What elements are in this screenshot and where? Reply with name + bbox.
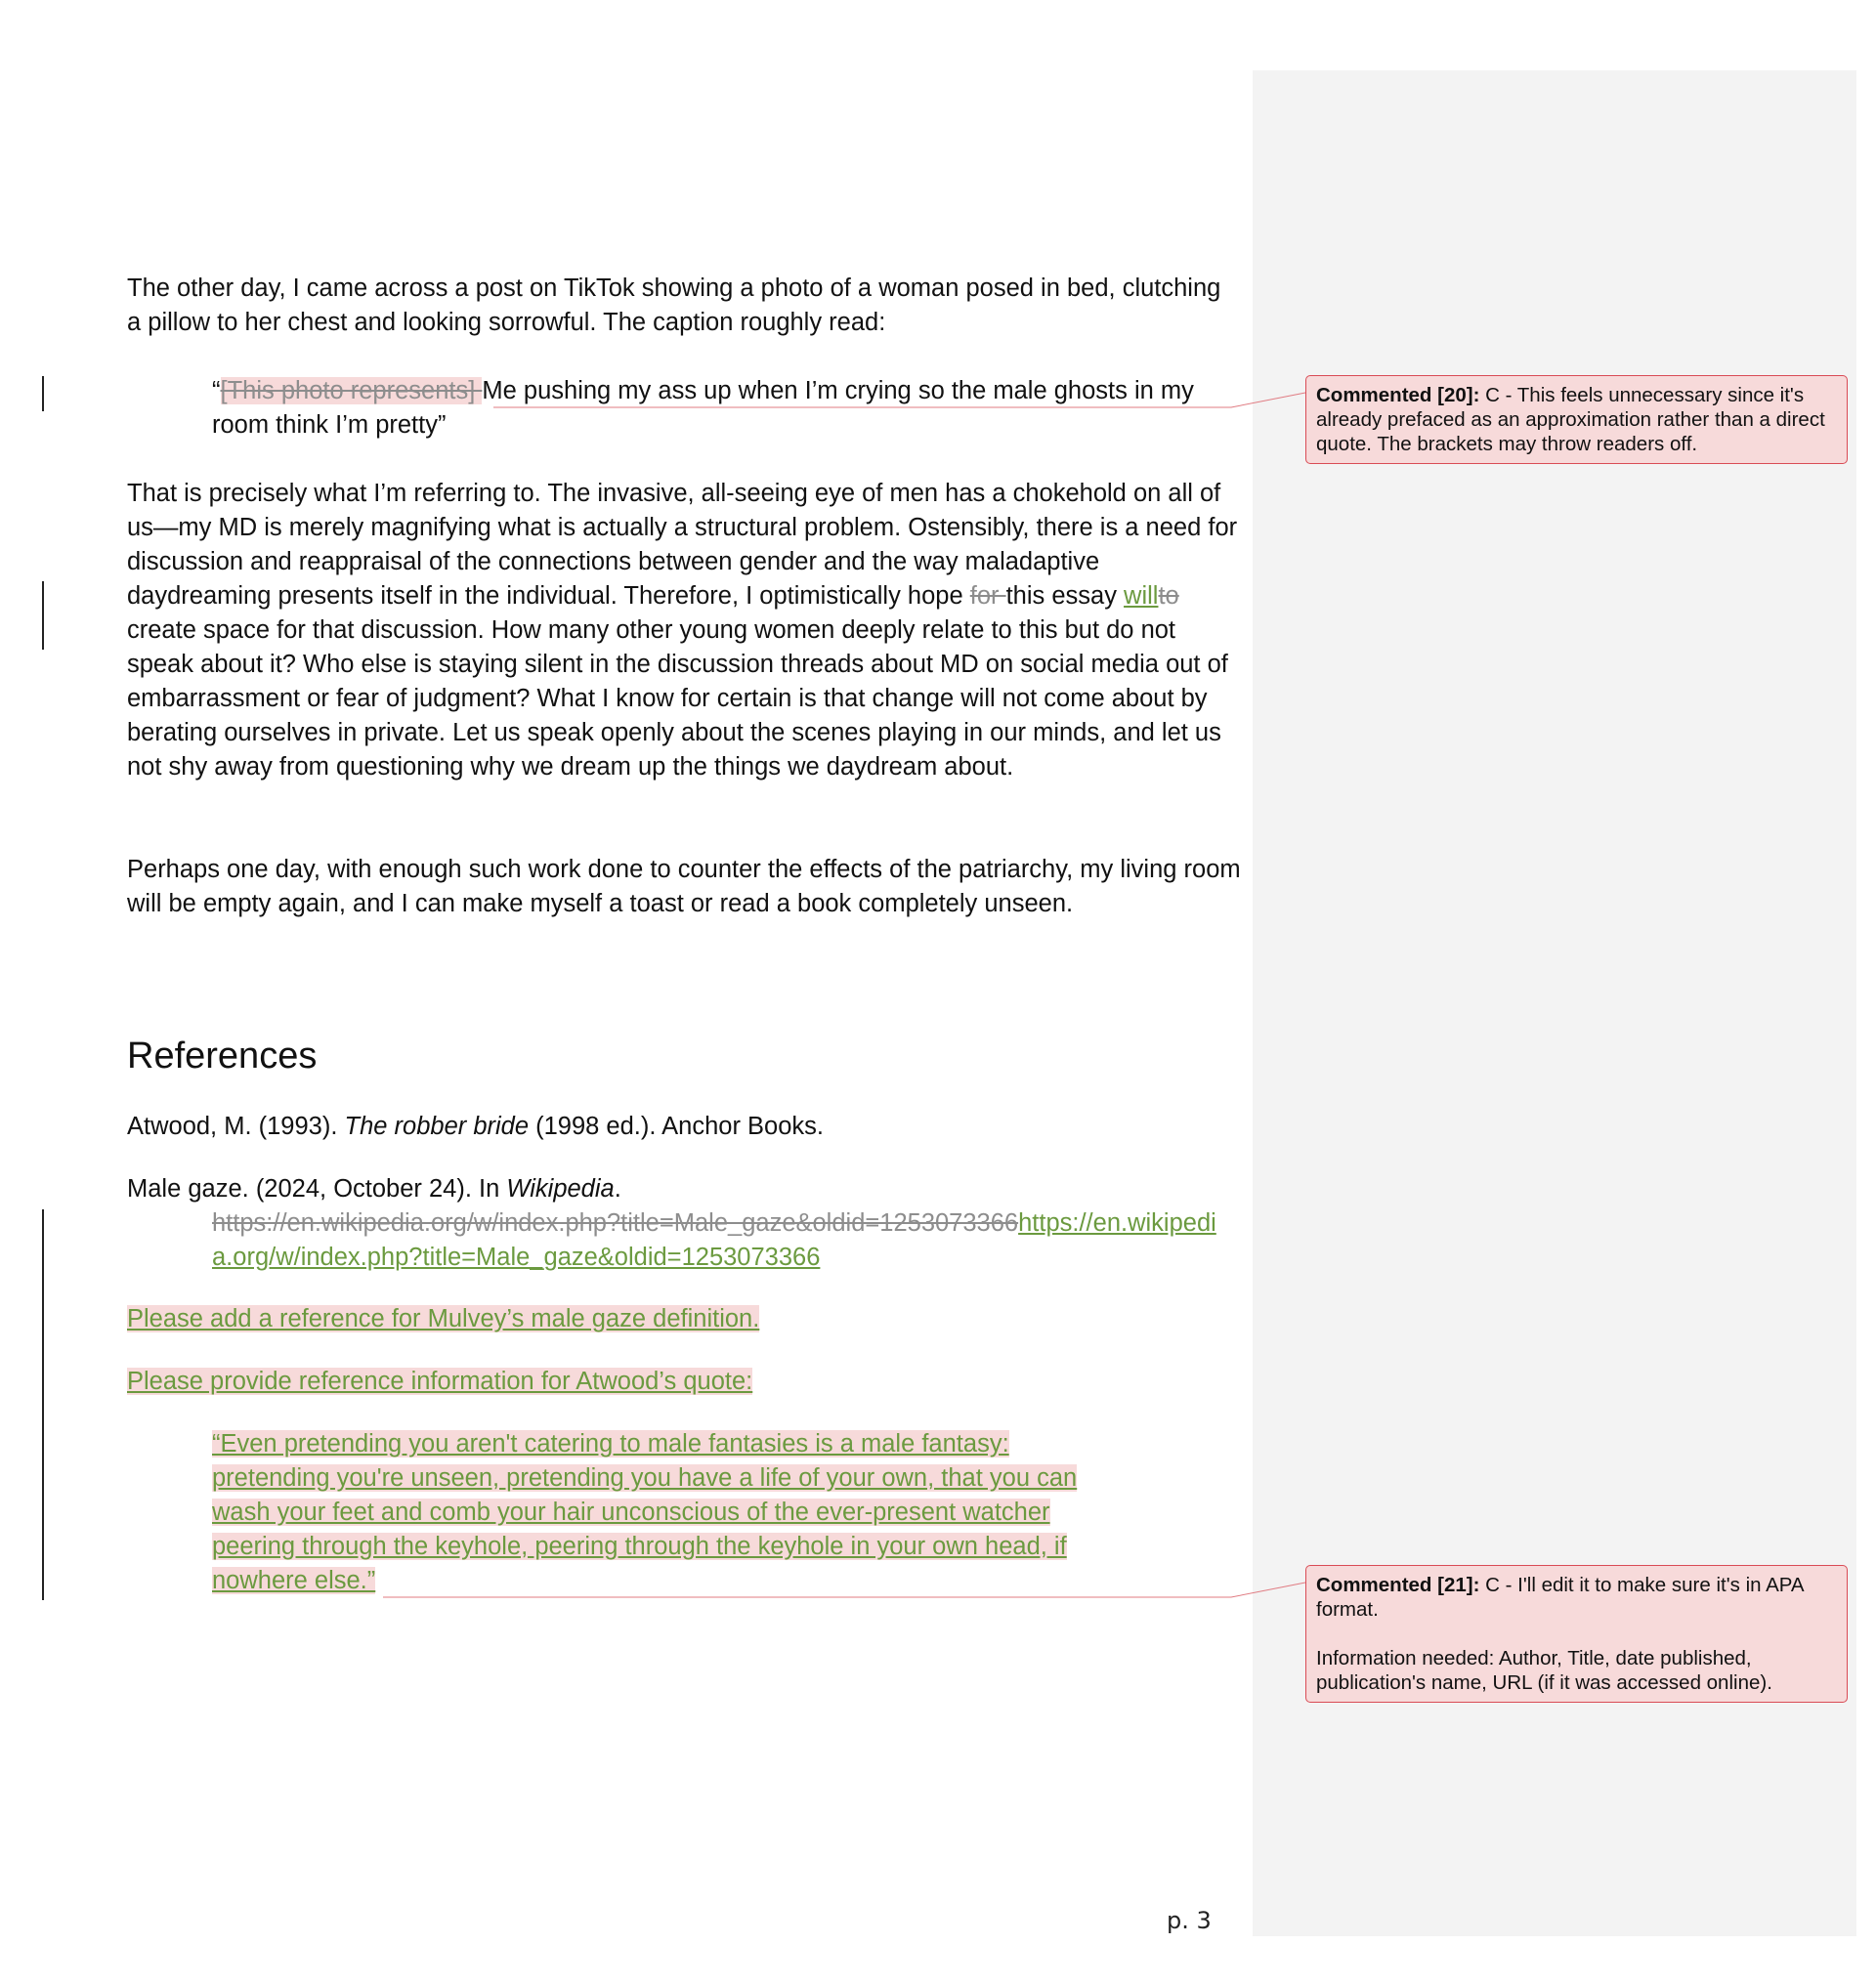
paragraph-text: this essay: [1005, 582, 1125, 610]
change-bar: [42, 1209, 44, 1600]
deleted-url: https://en.wikipedia.org/w/index.php?title=Male_gaze&oldid=1253073366: [212, 1209, 1019, 1237]
block-quote-tiktok: [212, 374, 1248, 443]
deleted-text: [This photo represents]: [220, 377, 483, 404]
inserted-text: Please add a reference for Mulvey’s male gaze definition.: [127, 1305, 760, 1332]
inserted-note-mulvey: [127, 1302, 1241, 1336]
ref-prefix: Male gaze. (2024, October 24). In: [127, 1175, 507, 1203]
comment-text: Information needed: Author, Title, date published, publication's name, URL (if it was accessed online).: [1316, 1647, 1772, 1694]
deleted-text: to: [1158, 582, 1179, 610]
comment-20[interactable]: [1305, 375, 1848, 464]
reference-wikipedia-url: [212, 1206, 1228, 1275]
ref-source: Wikipedia: [506, 1175, 615, 1203]
change-bar: [42, 581, 44, 650]
comment-21[interactable]: [1305, 1565, 1848, 1703]
paragraph-text: create space for that discussion. How many other young women deeply relate to this but do not speak about it? Who else is staying silent in the discussion threads about MD on social media out of embarrassment or fear of judgment? What I know for certain is that change will not come about by berating ourselves in private. Let us speak openly about the scenes playing in our minds, and let us not shy away from questioning why we dream up the things we daydream about.: [127, 616, 1228, 781]
ref-title: The robber bride: [344, 1113, 530, 1140]
paragraph-argument: [127, 477, 1241, 784]
inserted-text: “Even pretending you aren't catering to male fantasies is a male fantasy: pretending you're unseen, pretending you have a life of your own, that you can wash your feet and comb your hair unconscious of the ever-present watcher peering through the keyhole, peering through the keyhole in your own head, if nowhere else.”: [212, 1430, 1078, 1594]
ref-suffix: .: [614, 1175, 621, 1203]
reference-atwood: [127, 1110, 1241, 1144]
reference-wikipedia: [127, 1172, 1241, 1206]
inserted-text: will: [1124, 582, 1159, 610]
paragraph-intro: The other day, I came across a post on TikTok showing a photo of a woman posed in bed, clutching a pillow to her chest and looking sorrowful. The caption roughly read:: [127, 275, 1221, 336]
quote-text: Me pushing my ass up when I’m crying so the male ghosts in my room think I’m pretty”: [212, 377, 1194, 439]
comment-label: Commented [20]:: [1316, 384, 1480, 406]
paragraph-text: That is precisely what I’m referring to. The invasive, all-seeing eye of men has a chokehold on all of us—my MD is merely magnifying what is actually a structural problem. Ostensibly, there is a need for discussion and reappraisal of the connections between gender and the way maladaptive daydreaming presents itself in the individual. Therefore, I optimistically hope: [127, 480, 1238, 610]
ref-author: Atwood, M. (1993).: [127, 1113, 345, 1140]
ref-details: (1998 ed.). Anchor Books.: [529, 1113, 824, 1140]
change-bar: [42, 376, 44, 411]
comment-label: Commented [21]:: [1316, 1574, 1480, 1596]
quote-open-mark: “: [212, 377, 221, 404]
inserted-atwood-quote: [212, 1427, 1121, 1598]
inserted-note-atwood: [127, 1365, 1241, 1399]
page-number: p. 3: [1167, 1907, 1212, 1934]
deleted-text: for: [969, 582, 1006, 610]
comment-text: C - I'll edit it to make sure it's in APA format.: [1316, 1574, 1804, 1621]
paragraph-conclusion: Perhaps one day, with enough such work done to counter the effects of the patriarchy, my living room will be empty again, and I can make myself a toast or read a book completely unseen.: [127, 856, 1241, 917]
inserted-text: Please provide reference information for Atwood’s quote:: [127, 1368, 753, 1395]
inserted-url-link[interactable]: https://en.wikipedia.org/w/index.php?title=Male_gaze&oldid=1253073366: [212, 1209, 1216, 1271]
comment-text: C - This feels unnecessary since it's already prefaced as an approximation rather than a direct quote. The brackets may throw readers off.: [1316, 384, 1825, 455]
references-heading: References: [127, 1035, 318, 1077]
